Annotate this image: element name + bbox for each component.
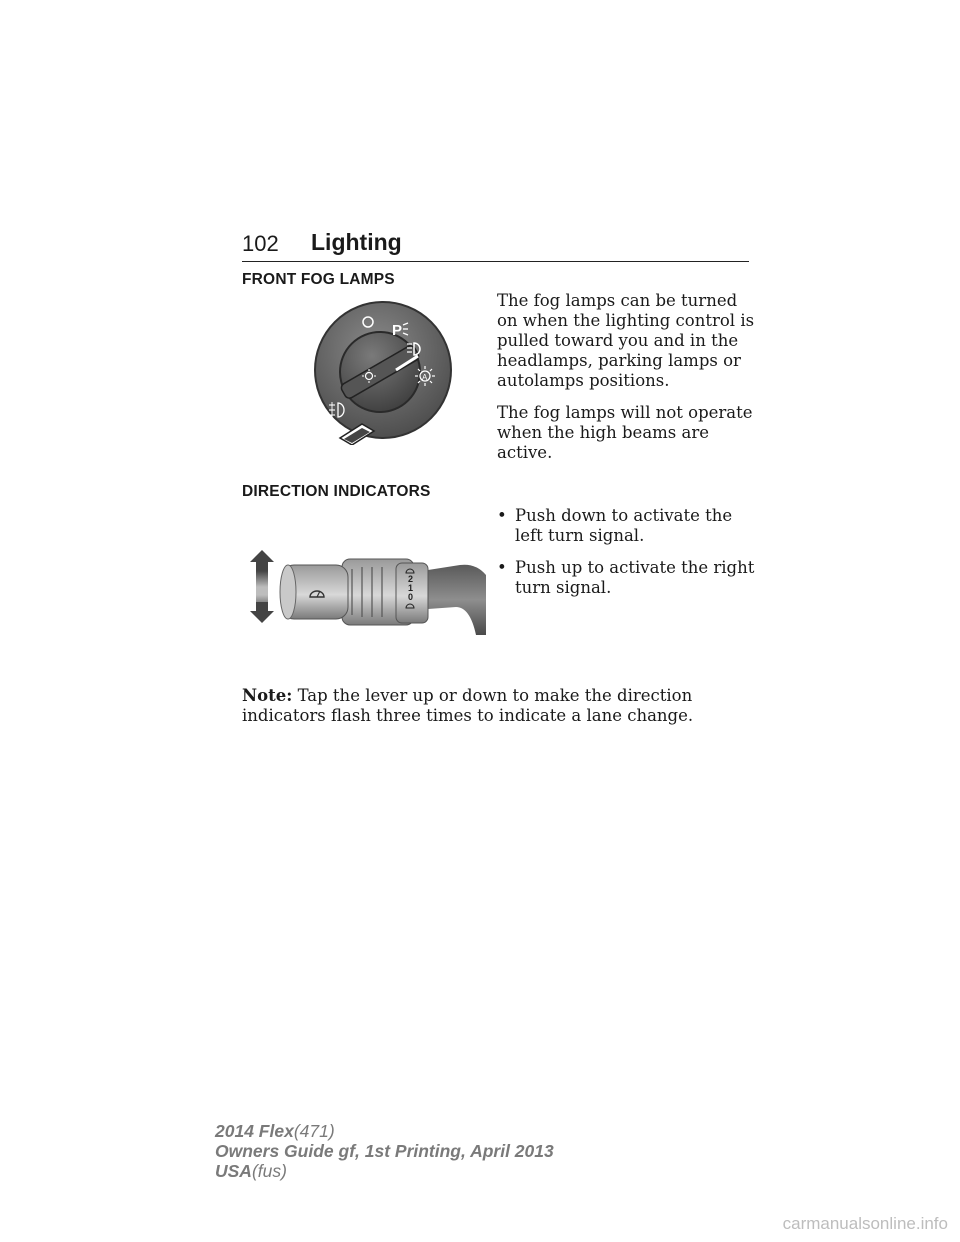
list-item: • Push up to activate the right turn signal. [497,558,755,597]
direction-indicators-text [497,506,759,610]
wiper-speed-2-label: 2 [408,574,414,584]
footer-page-ref: (471) [293,1121,335,1141]
turn-signal-wiper-stalk-icon [248,545,488,635]
fog-lamps-heading: FRONT FOG LAMPS [242,271,395,288]
direction-indicators-heading: DIRECTION INDICATORS [242,483,431,500]
footer-edition: Owners Guide gf, 1st Printing, April 2013 [215,1141,554,1161]
note-text: Tap the lever up or down to make the direction indicators flash three times to indicate a lane change. [242,686,694,725]
direction-indicators-list [497,506,759,598]
note [242,686,762,726]
autolamp-label: A [422,373,428,382]
footer-market-code: (fus) [251,1161,287,1181]
turn-signal-stalk-figure [248,545,488,635]
fog-lamps-paragraph: The fog lamps can be turned on when the lighting control is pulled toward you and in the headlamps, parking lamps or autolamps positions. [497,291,755,390]
fog-lamps-text [497,291,759,475]
watermark: carmanualsonline.info [782,1214,948,1233]
list-item: • Push down to activate the left turn signal. [497,506,733,545]
chapter-title: Lighting [311,229,402,255]
note-label: Note: [242,686,293,705]
header-rule [242,261,749,262]
headlamp-control-figure [300,300,460,445]
print-footer [215,1121,554,1181]
footer-model: 2014 Flex [215,1121,294,1141]
bullet-text: Push up to activate the right turn signal. [515,558,755,597]
wiper-speed-1-label: 1 [408,583,414,593]
bullet-text: Push down to activate the left turn signal. [515,506,733,545]
footer-market: USA [215,1161,252,1181]
wiper-speed-0-label: 0 [408,592,414,602]
page-number: 102 [242,231,279,256]
fog-lamps-paragraph: The fog lamps will not operate when the high beams are active. [497,403,753,462]
parking-lamp-label: P [392,322,403,339]
headlamp-control-knob-icon [300,300,460,445]
